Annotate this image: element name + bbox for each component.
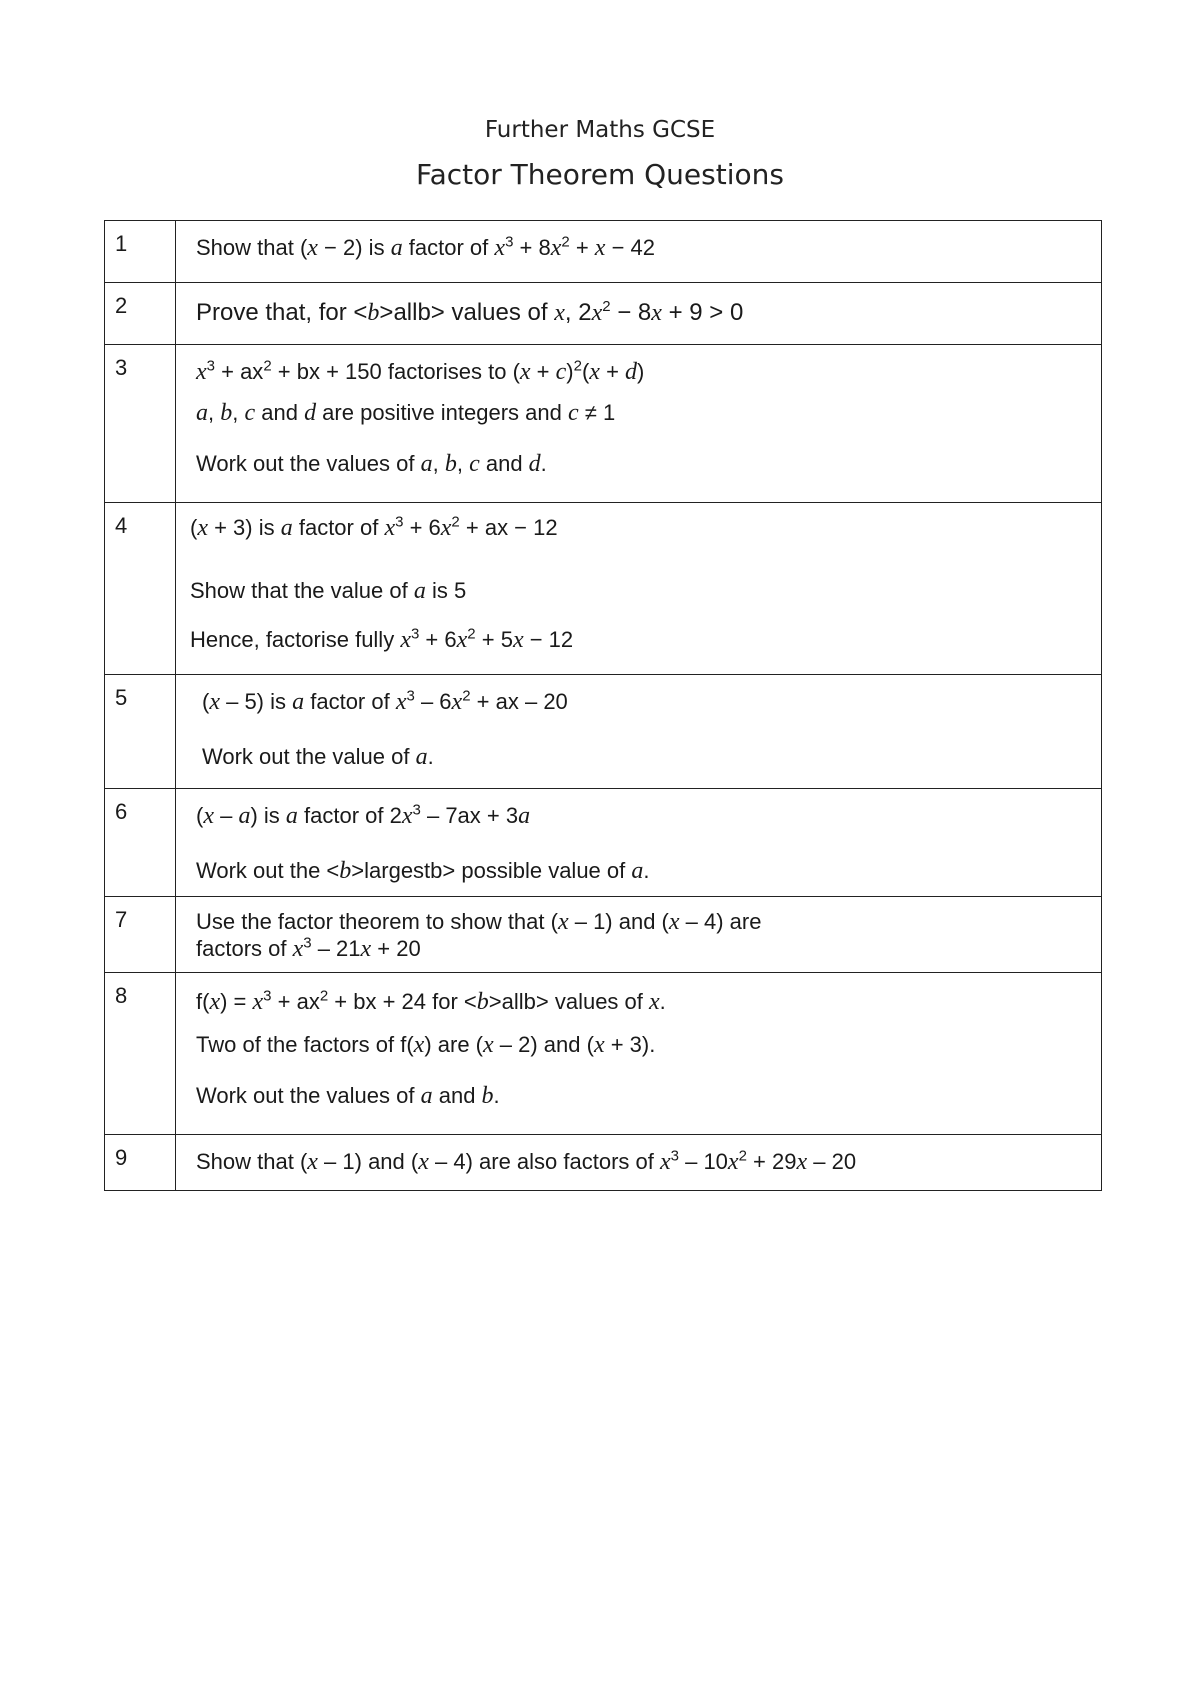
question-line: Show that (x – 1) and (x – 4) are also factors of $x^3 - 10x^2 + 29x - 20$ [196,1147,857,1175]
question-row [105,345,1102,503]
question-line: $x^3 + ax^2$ + bx + 150 factorises to $(x + c)^2(x + d)$ [196,357,645,385]
question-number: 4 [105,503,176,675]
question-line: Work out the values of a and b. [196,1083,500,1109]
question-row [105,973,1102,1135]
question-number: 2 [105,283,176,345]
question-line: Work out the <b>largestb> possible value of a. [196,858,650,884]
question-line: a, b, c and d are positive integers and c ≠ 1 [196,400,616,426]
question-number: 1 [105,221,176,283]
question-row [105,221,1102,283]
page-title: Factor Theorem Questions [416,158,784,191]
question-line: (x – 5) is a factor of $x^3 - 6x^2$ + ax – 20 [202,687,568,715]
question-row [105,283,1102,345]
question-content [176,503,1102,675]
page-subtitle: Further Maths GCSE [484,117,716,143]
question-row [105,1135,1102,1191]
question-line: $f(x) = x^3 + ax^2$ + bx + 24 for <b>allb> values of x. [196,987,666,1015]
question-content [176,675,1102,789]
question-line: (x – a) is a factor of $2x^3 - 7ax + 3a$ [196,801,531,829]
question-row [105,897,1102,973]
question-line: Use the factor theorem to show that (x – 1) and (x – 4) are [196,909,762,935]
question-number: 8 [105,973,176,1135]
question-row [105,503,1102,675]
question-content [176,897,1102,973]
question-line: Work out the values of a, b, c and d. [196,451,547,477]
question-row [105,675,1102,789]
question-line: Show that the value of a is 5 [190,578,467,604]
question-number: 6 [105,789,176,897]
question-line: Prove that, for <b>allb> values of x, $2x^2 - 8x + 9 > 0$ [196,298,744,326]
question-number: 5 [105,675,176,789]
questions-table [104,220,1102,1191]
question-row [105,789,1102,897]
question-line: Work out the value of a. [202,744,434,770]
question-content [176,221,1102,283]
question-number: 3 [105,345,176,503]
question-content [176,1135,1102,1191]
question-line: (x + 3) is a factor of $x^3 + 6x^2$ + ax − 12 [190,513,558,541]
question-content [176,789,1102,897]
question-number: 7 [105,897,176,973]
question-line: Show that (x − 2) is a factor of $x^3 + 8x^2 + x - 42$ [196,233,655,261]
question-line: Hence, factorise fully $x^3 + 6x^2 + 5x - 12$ [190,625,574,653]
question-number: 9 [105,1135,176,1191]
question-content [176,973,1102,1135]
question-content [176,283,1102,345]
question-line: Two of the factors of f(x) are (x – 2) and (x + 3). [196,1032,656,1058]
question-line: factors of $x^3 - 21x + 20$ [196,934,421,962]
question-content [176,345,1102,503]
